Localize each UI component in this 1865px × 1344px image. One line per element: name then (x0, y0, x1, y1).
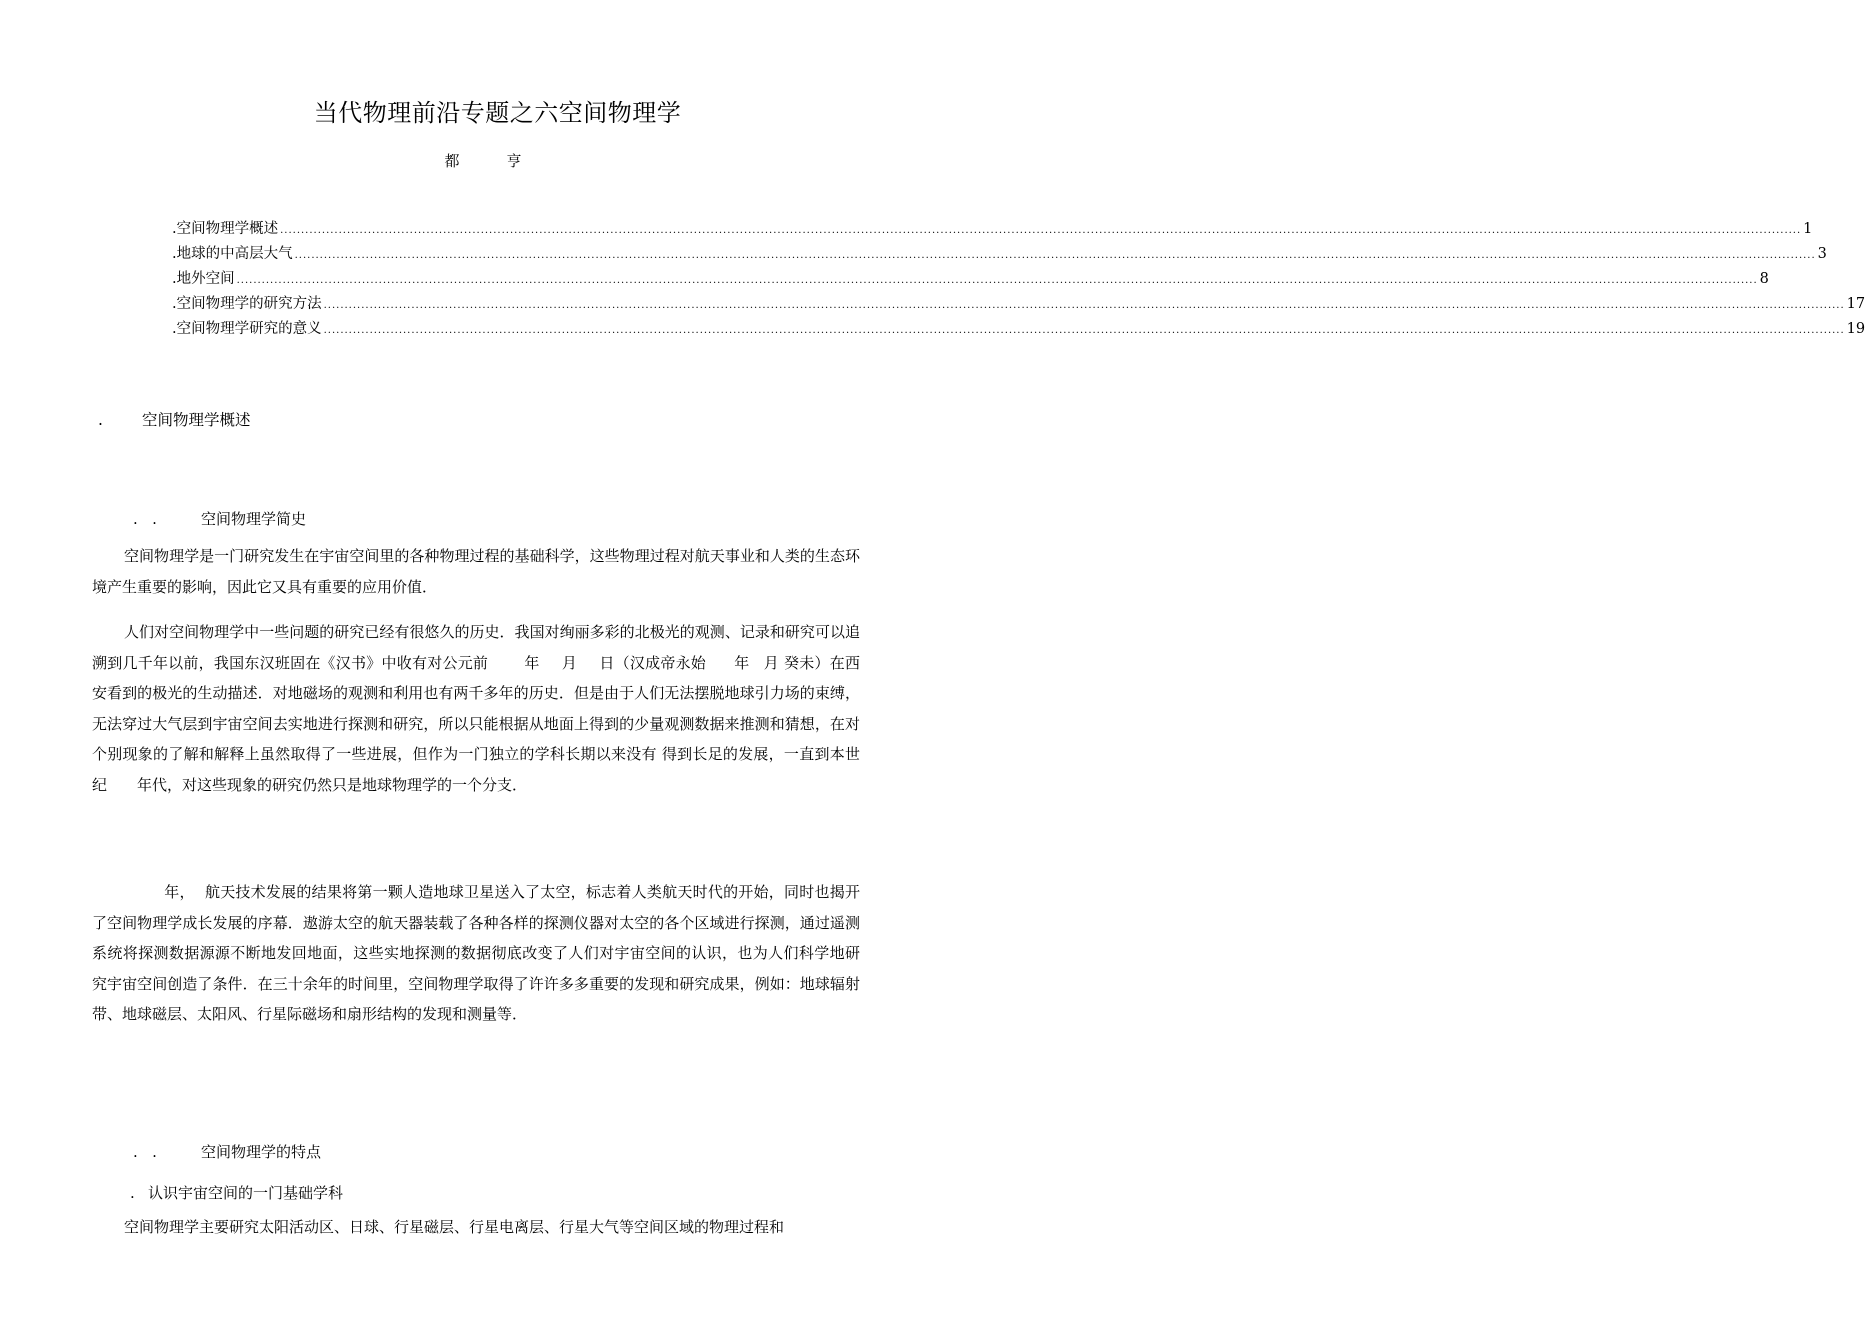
toc-dot-leader: ............................................................................................................................................................................................................................................................................................................................................................................ (294, 250, 1816, 261)
toc-entry[interactable] (172, 292, 1865, 317)
toc-entry[interactable] (172, 242, 1827, 267)
paragraph: 空间物理学主要研究太阳活动区、日球、行星磁层、行星电离层、行星大气等空间区域的物理过程和 (124, 1218, 785, 1236)
toc-entry-page: 1 (1803, 221, 1813, 237)
toc-dot-leader: ............................................................................................................................................................................................................................................................................................................................................................................ (323, 300, 1845, 311)
section-heading (98, 408, 251, 430)
subsection-number: . . (133, 510, 157, 528)
item-heading (130, 1182, 343, 1203)
item-title: 认识宇宙空间的一门基础学科 (148, 1184, 344, 1202)
toc-entry-title: 地外空间 (176, 271, 235, 287)
item-number: . (130, 1184, 135, 1202)
paragraph: 年， 航天技术发展的结果将第一颗人造地球卫星送入了太空，标志着人类航天时代的开始，同时也揭开了空间物理学成长发展的序幕．遨游太空的航天器装载了各种各样的探测仪器对太空的各个区域进行探测，通过遥测系统将探测数据源源不断地发回地面，这些实地探测的数据彻底改变了人们对宇宙空间的认识，也为人们科学地研 究宇宙空间创造了条件．在三十余年的时间里，空间物理学取得了许许多多重要的发现和研究成果，例如：地球辐射带、地球磁层、太阳风、行星际磁场和扇形结构的发现和测量等． (92, 883, 860, 1024)
paragraph: 空间物理学是一门研究发生在宇宙空间里的各种物理过程的基础科学，这些物理过程对航天事业和人类的生态环境产生重要的影响，因此它又具有重要的应用价值． (92, 547, 860, 596)
toc-entry[interactable] (172, 267, 1769, 292)
toc-entry-page: 3 (1817, 246, 1827, 262)
section-title: 空间物理学概述 (142, 411, 251, 429)
toc-dot-leader: ............................................................................................................................................................................................................................................................................................................................................................................ (280, 225, 1802, 236)
toc-entry[interactable] (172, 217, 1813, 242)
toc-entry-page: 19 (1846, 321, 1865, 337)
subsection-heading (133, 508, 306, 529)
toc-entry-page: 17 (1846, 296, 1865, 312)
toc-dot-leader: ............................................................................................................................................................................................................................................................................................................................................................................ (236, 275, 1758, 286)
toc-entry[interactable] (172, 317, 1865, 342)
document-author: 都 亨 (444, 152, 538, 170)
toc-entry-title: 空间物理学研究的意义 (176, 321, 322, 337)
subsection-number: . . (133, 1143, 157, 1161)
toc-entry-title: 空间物理学的研究方法 (176, 296, 322, 312)
toc-entry-title: 地球的中高层大气 (176, 246, 293, 262)
toc-entry-marker: . (172, 246, 177, 262)
toc-entry-marker: . (172, 271, 177, 287)
table-of-contents (172, 217, 1865, 342)
section-number: . (98, 411, 103, 429)
toc-entry-page: 8 (1759, 271, 1769, 287)
paragraph: 人们对空间物理学中一些问题的研究已经有很悠久的历史．我国对绚丽多彩的北极光的观测、记录和研究可以追溯到几千年以前，我国东汉班固在《汉书》中收有对公元前 年 月 日（汉成帝永始 年 月 癸未）在西安看到的极光的生动描述．对地磁场的观测和利用也有两千多年的历史．但是由于人们无法摆脱地球引力场的束缚，无法穿过大气层到宇宙空间去实地进行探测和研究，所以只能根据从地面上得到的少量观测数据来推测和猜想，在对个别现象的了解和解释上虽然取得了一些进展，但作为一门独立的学科长期以来没有 得到长足的发展，一直到本世纪 年代，对这些现象的研究仍然只是地球物理学的一个分支． (92, 623, 860, 794)
toc-entry-marker: . (172, 221, 177, 237)
subsection-title: 空间物理学的特点 (201, 1143, 322, 1161)
toc-entry-marker: . (172, 296, 177, 312)
document-title: 当代物理前沿专题之六空间物理学 (313, 99, 682, 127)
toc-entry-marker: . (172, 321, 177, 337)
subsection-heading (133, 1141, 321, 1162)
toc-dot-leader: ............................................................................................................................................................................................................................................................................................................................................................................ (323, 325, 1845, 336)
toc-entry-title: 空间物理学概述 (176, 221, 279, 237)
subsection-title: 空间物理学简史 (201, 510, 307, 528)
